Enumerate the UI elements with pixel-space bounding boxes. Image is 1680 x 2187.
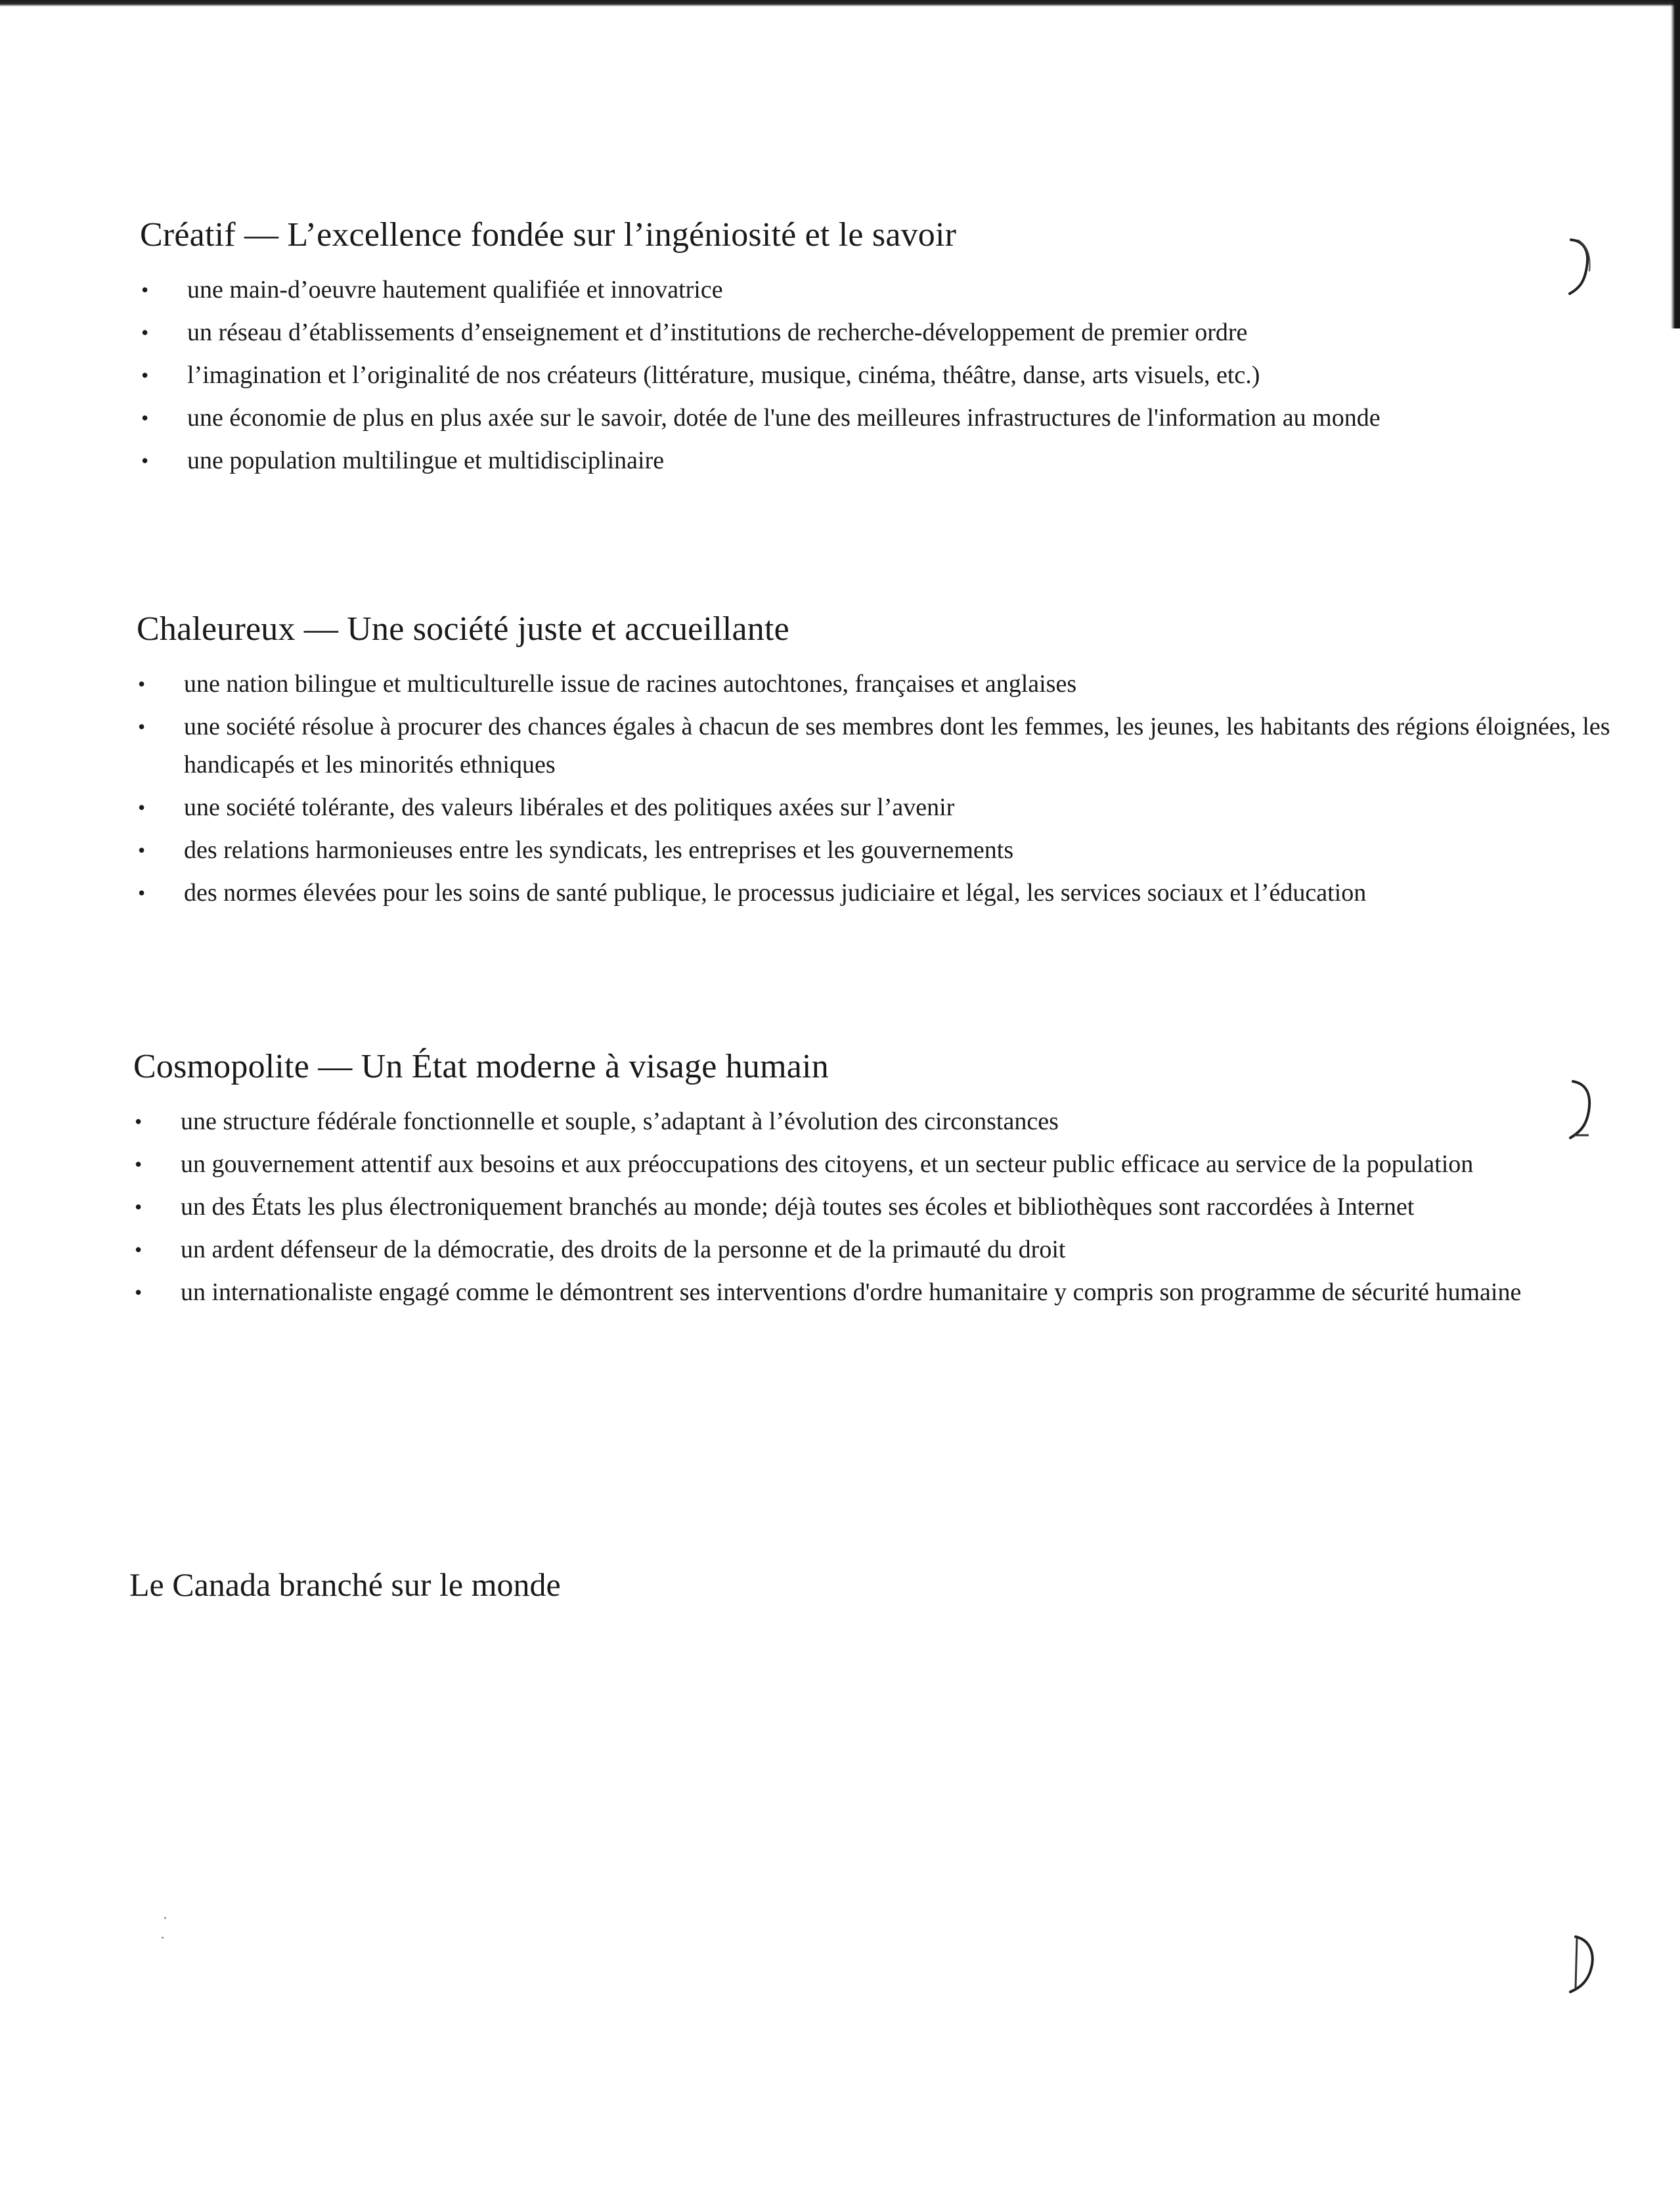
list-item bbox=[140, 441, 1619, 480]
closing-heading: Le Canada branché sur le monde bbox=[129, 1566, 561, 1603]
list-item bbox=[133, 1230, 1612, 1269]
section-cosmopolite bbox=[133, 1046, 1522, 1316]
list-item-text: une société résolue à procurer des chances égales à chacun de ses membres dont les femmes, les jeunes, les habitants des régions éloignées, les handicapés et les minorités ethniques bbox=[184, 713, 1610, 778]
bullet-point: • bbox=[141, 449, 149, 472]
list-item-text: des relations harmonieuses entre les syndicats, les entreprises et les gouvernements bbox=[184, 836, 1014, 864]
list-item-text: un ardent défenseur de la démocratie, des droits de la personne et de la primauté du droit bbox=[181, 1236, 1066, 1263]
list-item bbox=[133, 1188, 1612, 1226]
list-item-text: l’imagination et l’originalité de nos créateurs (littérature, musique, cinéma, théâtre, danse, arts visuels, etc.) bbox=[187, 361, 1260, 389]
section-heading: Chaleureux — Une société juste et accueillante bbox=[137, 610, 789, 648]
list-item-text: des normes élevées pour les soins de santé publique, le processus judiciaire et légal, les services sociaux et l’éducation bbox=[184, 879, 1367, 907]
section-heading: Créatif — L’excellence fondée sur l’ingéniosité et le savoir bbox=[140, 216, 957, 254]
list-item bbox=[137, 788, 1616, 826]
binder-hole-mark-bottom bbox=[1566, 1931, 1606, 1997]
bullet-list bbox=[137, 665, 1610, 912]
list-item-text: une économie de plus en plus axée sur le savoir, dotée de l'une des meilleures infrastructures de l'information au monde bbox=[187, 404, 1381, 432]
bullet-point: • bbox=[141, 363, 149, 387]
bullet-point: • bbox=[135, 1238, 143, 1261]
bullet-point: • bbox=[138, 881, 146, 905]
list-item bbox=[137, 708, 1616, 784]
list-item-text: une nation bilingue et multiculturelle issue de racines autochtones, françaises et anglaises bbox=[184, 670, 1077, 698]
bullet-point: • bbox=[135, 1280, 143, 1304]
bullet-list bbox=[133, 1102, 1522, 1311]
list-item-text: un gouvernement attentif aux besoins et aux préoccupations des citoyens, et un secteur public efficace au service de la population bbox=[181, 1150, 1474, 1178]
scan-speck bbox=[164, 1917, 166, 1919]
section-chaleureux bbox=[137, 608, 1610, 916]
list-item bbox=[140, 313, 1619, 351]
list-item-text: une société tolérante, des valeurs libérales et des politiques axées sur l’avenir bbox=[184, 794, 955, 821]
bullet-point: • bbox=[141, 406, 149, 430]
section-creatif bbox=[140, 214, 1486, 484]
bullet-point: • bbox=[135, 1195, 143, 1219]
list-item bbox=[137, 874, 1616, 912]
list-item bbox=[133, 1273, 1612, 1311]
scan-right-edge bbox=[1671, 0, 1680, 328]
bullet-point: • bbox=[135, 1110, 143, 1133]
list-item-text: un réseau d’établissements d’enseignement et d’institutions de recherche-développement de premier ordre bbox=[187, 319, 1248, 346]
list-item bbox=[137, 665, 1616, 703]
bullet-point: • bbox=[135, 1152, 143, 1176]
bullet-point: • bbox=[138, 672, 146, 696]
list-item-text: une main-d’oeuvre hautement qualifiée et innovatrice bbox=[187, 276, 723, 304]
bullet-point: • bbox=[138, 715, 146, 738]
list-item bbox=[140, 356, 1619, 394]
bullet-point: • bbox=[138, 796, 146, 819]
list-item-text: une population multilingue et multidisciplinaire bbox=[187, 447, 665, 474]
list-item bbox=[133, 1145, 1612, 1183]
bullet-list bbox=[140, 271, 1486, 480]
bullet-point: • bbox=[138, 838, 146, 862]
list-item bbox=[137, 831, 1616, 869]
section-heading: Cosmopolite — Un État moderne à visage humain bbox=[133, 1048, 829, 1085]
scan-speck bbox=[162, 1937, 164, 1939]
list-item bbox=[140, 271, 1619, 309]
list-item bbox=[133, 1102, 1612, 1140]
bullet-point: • bbox=[141, 278, 149, 302]
bullet-point: • bbox=[141, 321, 149, 344]
scan-top-edge bbox=[0, 0, 1680, 7]
list-item-text: un internationaliste engagé comme le démontrent ses interventions d'ordre humanitaire y compris son programme de sécurité humaine bbox=[181, 1278, 1522, 1306]
list-item-text: une structure fédérale fonctionnelle et souple, s’adaptant à l’évolution des circonstances bbox=[181, 1108, 1059, 1135]
list-item-text: un des États les plus électroniquement branchés au monde; déjà toutes ses écoles et bibliothèques sont raccordées à Internet bbox=[181, 1193, 1415, 1221]
list-item bbox=[140, 399, 1619, 437]
